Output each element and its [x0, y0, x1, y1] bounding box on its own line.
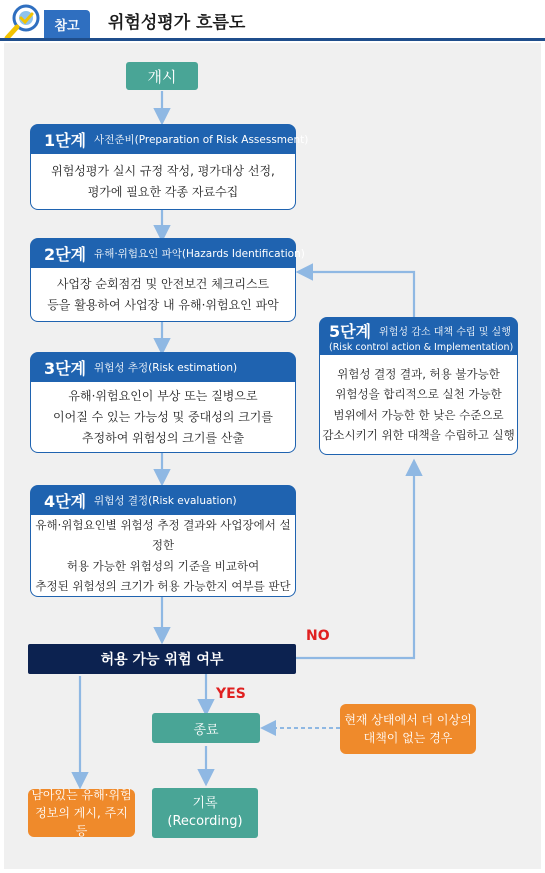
step5-line: 감소시키기 위한 대책을 수립하고 실행: [322, 427, 515, 442]
no-label: NO: [306, 628, 330, 644]
step5-line: 범위에서 가능한 한 낮은 수준으로: [333, 407, 504, 422]
step5-body: [319, 355, 518, 455]
step1-body: [30, 154, 296, 210]
step1-header: [30, 124, 309, 154]
step3-title: 위험성 추정(Risk estimation): [94, 361, 238, 374]
reference-tag: 참고: [44, 10, 90, 38]
step5-line: 위험성을 합리적으로 실천 가능한: [335, 387, 502, 402]
step4-title: 위험성 결정(Risk evaluation): [94, 494, 237, 507]
step2-body: [30, 268, 296, 322]
residual-line: 정보의 게시, 주지 등: [35, 806, 128, 838]
step4-line: 허용 가능한 위험성의 기준을 비교하여: [66, 558, 260, 573]
step4-line: 유해·위험요인별 위험성 추정 결과와 사업장에서 설정한: [35, 518, 291, 553]
step5-line: 위험성 결정 결과, 허용 불가능한: [337, 367, 500, 382]
step2-line: 등을 활용하여 사업장 내 유해·위험요인 파악: [47, 297, 279, 312]
residual-hazard-node: [28, 789, 135, 837]
residual-line: 남아있는 유해·위험: [31, 788, 132, 802]
step3-line: 추정하여 위험성의 크기를 산출: [81, 430, 245, 445]
decision-node: 허용 가능 위험 여부: [28, 644, 296, 674]
start-node: 개시: [126, 62, 198, 90]
step1-title: 사전준비(Preparation of Risk Assessment): [94, 133, 309, 146]
step2-number: 2단계: [44, 244, 87, 264]
step2-line: 사업장 순회점검 및 안전보건 체크리스트: [56, 276, 270, 291]
step1-line: 평가에 필요한 각종 자료수집: [87, 184, 239, 199]
no-further-line: 현재 상태에서 더 이상의: [344, 713, 472, 727]
page-title: 위험성평가 흐름도: [108, 13, 246, 33]
step5-title-en: (Risk control action & Implementation): [329, 342, 514, 353]
step4-header: [30, 485, 296, 515]
step3-line: 이어질 수 있는 가능성 및 중대성의 크기를: [53, 409, 273, 424]
step1-line: 위험성평가 실시 규정 작성, 평가대상 선정,: [51, 163, 275, 178]
end-node: 종료: [152, 713, 260, 743]
step3-line: 유해·위험요인이 부상 또는 질병으로: [68, 388, 258, 403]
yes-label: YES: [216, 686, 246, 702]
step3-body: [30, 382, 296, 453]
recording-label: 기록: [192, 795, 218, 811]
step2-header: [30, 238, 305, 268]
step4-body: [30, 515, 296, 597]
no-further-measures-node: [340, 704, 476, 754]
step4-number: 4단계: [44, 491, 87, 511]
step5-header: [319, 317, 518, 355]
step2-title: 유해·위험요인 파악(Hazards Identification): [94, 247, 305, 260]
step3-header: [30, 352, 296, 382]
no-further-line: 대책이 없는 경우: [363, 731, 453, 745]
recording-label-en: (Recording): [167, 814, 243, 829]
step5-title: 위험성 감소 대책 수립 및 실행: [379, 327, 511, 338]
step3-number: 3단계: [44, 358, 87, 378]
step1-number: 1단계: [44, 130, 87, 150]
step5-number: 5단계: [329, 322, 372, 341]
step4-line: 추정된 위험성의 크기가 허용 가능한지 여부를 판단: [35, 578, 291, 593]
recording-node: [152, 788, 258, 838]
